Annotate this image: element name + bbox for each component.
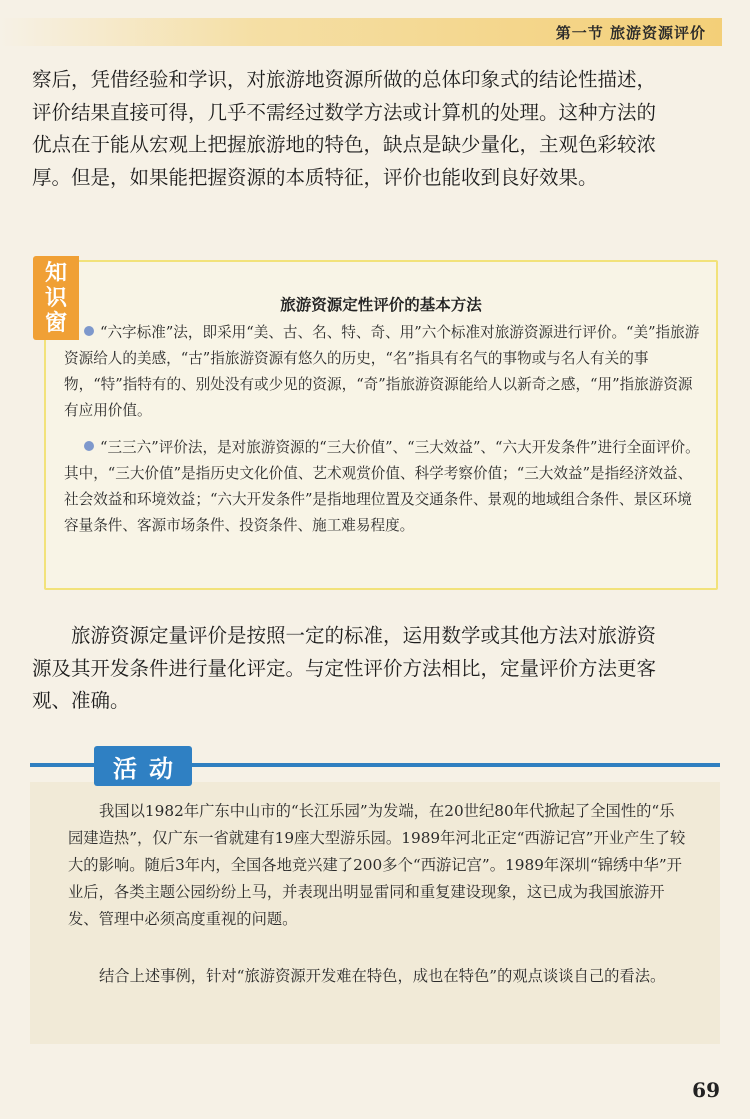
activity-paragraph: 结合上述事例，针对“旅游资源开发难在特色，成也在特色”的观点谈谈自己的看法。: [99, 967, 666, 985]
activity-paragraph: 我国以1982年广东中山市的“长江乐园”为发端，在20世纪80年代掀起了全国性的“乐园建造热”，仅广东一省就建有19座大型游乐园。1989年河北正定“西游记宫”开业产生了较大的影响。随后3年内，全国各地竞兴建了200多个“西游记宫”。1989年深圳“锦绣中华”开业后，各类主题公园纷纷上马，并表现出明显雷同和重复建设现象，这已成为我国旅游开发、管理中必须高度重视的问题。: [68, 802, 686, 928]
knowledge-window-item: [64, 435, 700, 539]
bullet-dot-icon: [84, 326, 94, 336]
knowledge-window-tab-char: 识: [44, 285, 67, 311]
knowledge-window-item-text: “六字标准”法，即采用“美、古、名、特、奇、用”六个标准对旅游资源进行评价。“美”指旅游资源给人的美感，“古”指旅游资源有悠久的历史，“名”指具有名气的事物或与名人有关的事物，“特”指特有的、别处没有或少见的资源，“奇”指旅游资源能给人以新奇之感，“用”指旅游资源有应用价值。: [64, 324, 700, 419]
quantitative-paragraph: 旅游资源定量评价是按照一定的标准，运用数学或其他方法对旅游资源及其开发条件进行量化评定。与定性评价方法相比，定量评价方法更客观、准确。: [32, 624, 657, 712]
intro-paragraph: 察后，凭借经验和学识，对旅游地资源所做的总体印象式的结论性描述，评价结果直接可得，几乎不需经过数学方法或计算机的处理。这种方法的优点在于能从宏观上把握旅游地的特色，缺点是缺少量化，主观色彩较浓厚。但是，如果能把握资源的本质特征，评价也能收到良好效果。: [32, 68, 657, 189]
section-header-title: 第一节 旅游资源评价: [555, 24, 706, 42]
page-number: 69: [692, 1078, 720, 1102]
knowledge-window-title: 旅游资源定性评价的基本方法: [280, 295, 482, 314]
activity-tab-label: 活动: [113, 754, 185, 783]
knowledge-window-tab-char: 知: [44, 260, 67, 286]
activity-tab: [94, 746, 192, 786]
knowledge-window-tab-char: 窗: [44, 310, 67, 336]
bullet-dot-icon: [84, 441, 94, 451]
knowledge-window-item: [64, 320, 700, 424]
knowledge-window-item-text: “三三六”评价法，是对旅游资源的“三大价值”、“三大效益”、“六大开发条件”进行全面评价。其中，“三大价值”是指历史文化价值、艺术观赏价值、科学考察价值；“三大效益”是指经济效益、社会效益和环境效益；“六大开发条件”是指地理位置及交通条件、景观的地域组合条件、景区环境容量条件、客源市场条件、投资条件、施工难易程度。: [64, 439, 700, 534]
